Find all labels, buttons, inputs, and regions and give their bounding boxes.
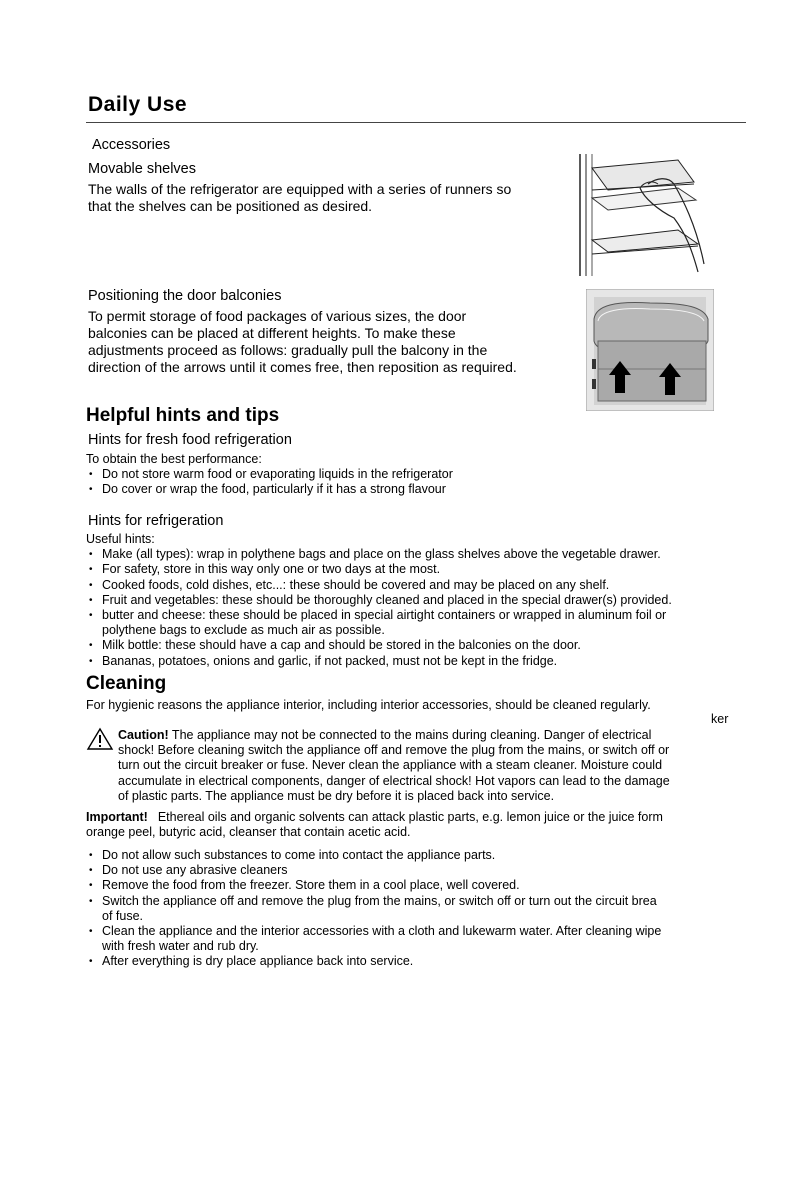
movable-shelves-heading: Movable shelves <box>88 161 196 177</box>
cleaning-list-block <box>86 848 756 970</box>
list-item-line: • butter and cheese: these should be placed in special airtight containers or wrapped in aluminum foil or <box>102 608 667 623</box>
door-balcony-illustration-icon <box>586 289 714 411</box>
refrigeration-hints-heading: Hints for refrigeration <box>88 513 224 529</box>
refrigeration-hints-intro: Useful hints: <box>86 532 155 546</box>
door-balconies-line: balconies can be placed at different heights. To make these <box>88 325 456 341</box>
title-divider <box>86 122 746 123</box>
important-line: orange peel, butyric acid, cleanser that contain acetic acid. <box>86 825 411 840</box>
movable-shelves-text <box>88 181 568 215</box>
important-line <box>86 810 756 825</box>
caution-label: Caution! <box>118 728 169 742</box>
list-item <box>86 924 756 954</box>
list-item: • Make (all types): wrap in polythene bags and place on the glass shelves above the vegetable drawer. <box>86 547 756 562</box>
shelf-illustration-icon <box>578 154 714 276</box>
cleaning-stray-fragment: ker <box>711 712 729 726</box>
list-item: • Do cover or wrap the food, particularly if it has a strong flavour <box>86 482 746 497</box>
list-item-line: • Clean the appliance and the interior accessories with a cloth and lukewarm water. After cleaning wipe <box>102 924 662 939</box>
door-balconies-line: adjustments proceed as follows: gradually pull the balcony in the <box>88 342 488 358</box>
list-item: • Remove the food from the freezer. Store them in a cool place, well covered. <box>86 878 756 893</box>
caution-text: The appliance may not be connected to the mains during cleaning. Danger of electrical <box>168 728 652 742</box>
important-block <box>86 810 756 840</box>
list-item: • Do not store warm food or evaporating liquids in the refrigerator <box>86 467 746 482</box>
fresh-hints-heading: Hints for fresh food refrigeration <box>88 432 292 448</box>
cleaning-intro: For hygienic reasons the appliance interior, including interior accessories, should be cleaned regularly. <box>86 698 651 712</box>
cleaning-list <box>86 848 756 970</box>
door-balconies-heading: Positioning the door balconies <box>88 288 282 304</box>
refrigeration-hints-list <box>86 547 756 669</box>
caution-line: turn out the circuit breaker or fuse. Never clean the appliance with a steam cleaner. Moisture could <box>118 758 663 773</box>
caution-block <box>118 728 748 804</box>
list-item-line: • Switch the appliance off and remove the plug from the mains, or switch off or turn out the circuit brea <box>102 893 657 908</box>
important-text: Ethereal oils and organic solvents can attack plastic parts, e.g. lemon juice or the juice form <box>157 810 663 824</box>
accessories-heading: Accessories <box>92 137 171 153</box>
fresh-hints-intro: To obtain the best performance: <box>86 452 262 466</box>
list-item: • For safety, store in this way only one or two days at the most. <box>86 562 756 577</box>
list-item: • Do not use any abrasive cleaners <box>86 863 756 878</box>
list-item: • After everything is dry place appliance back into service. <box>86 954 756 969</box>
list-item <box>86 608 756 638</box>
list-item-continuation: with fresh water and rub dry. <box>102 939 259 954</box>
movable-shelves-line: that the shelves can be positioned as desired. <box>88 198 373 214</box>
cleaning-heading: Cleaning <box>86 673 167 694</box>
fresh-hints-list <box>86 467 746 497</box>
caution-line: shock! Before cleaning switch the appliance off and remove the plug from the mains, or switch off or <box>118 743 670 758</box>
hints-heading: Helpful hints and tips <box>86 405 280 426</box>
door-balconies-line: To permit storage of food packages of various sizes, the door <box>88 308 467 324</box>
fresh-hints-block <box>86 452 746 498</box>
list-item: • Cooked foods, cold dishes, etc...: these should be covered and may be placed on any shelf. <box>86 578 756 593</box>
list-item-continuation: of fuse. <box>102 908 143 923</box>
door-balconies-text <box>88 308 573 376</box>
movable-shelves-line: The walls of the refrigerator are equipped with a series of runners so <box>88 181 512 197</box>
caution-line: of plastic parts. The appliance must be dry before it is placed back into service. <box>118 788 555 803</box>
refrigeration-hints-block <box>86 532 756 669</box>
important-label: Important! <box>86 810 148 824</box>
list-item <box>86 894 756 924</box>
caution-line: accumulate in electrical components, danger of electrical shock! Hot vapors can lead to the damage <box>118 773 670 788</box>
list-item: • Do not allow such substances to come into contact the appliance parts. <box>86 848 756 863</box>
list-item: • Milk bottle: these should have a cap and should be stored in the balconies on the door. <box>86 638 756 653</box>
list-item-continuation: polythene bags to exclude as much air as possible. <box>102 623 385 638</box>
list-item: • Bananas, potatoes, onions and garlic, if not packed, must not be kept in the fridge. <box>86 654 756 669</box>
caution-line <box>118 728 748 743</box>
warning-triangle-icon <box>86 727 114 751</box>
door-balconies-line: direction of the arrows until it comes free, then reposition as required. <box>88 359 517 375</box>
list-item: • Fruit and vegetables: these should be thoroughly cleaned and placed in the special drawer(s) provided. <box>86 593 756 608</box>
page-title: Daily Use <box>88 93 188 116</box>
